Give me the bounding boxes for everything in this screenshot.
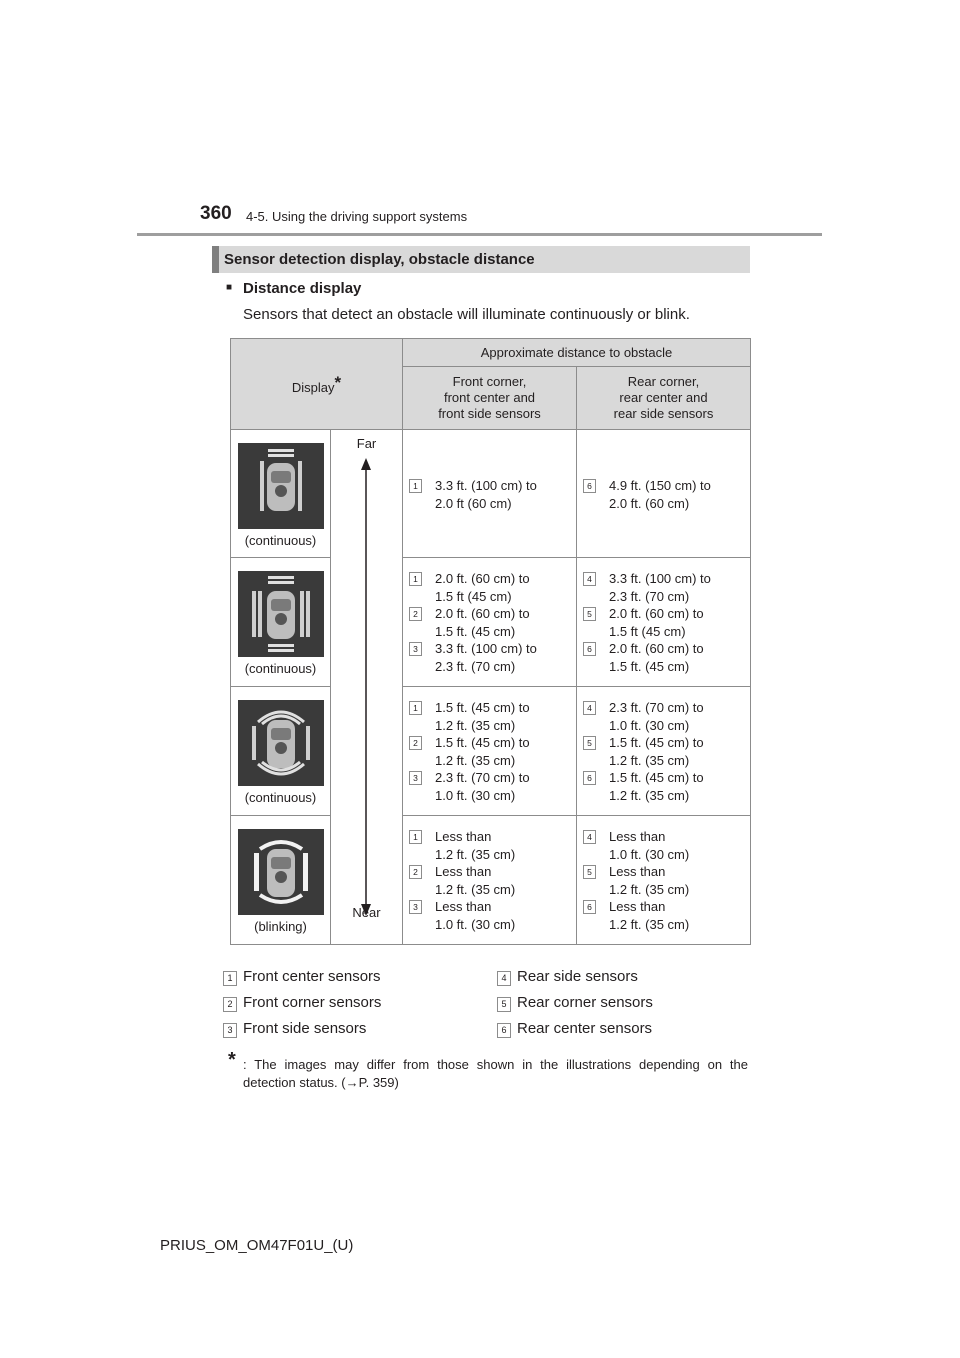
distance-line: 2.0 ft (60 cm) (435, 495, 512, 511)
front-header-line: Front corner, (452, 374, 527, 389)
legend-label: Front center sensors (243, 968, 381, 985)
list-item (577, 605, 750, 640)
double-arrow-icon (331, 430, 403, 946)
sensor-number-badge: 2 (409, 736, 422, 750)
distance-line: 2.3 ft. (70 cm) to (435, 770, 530, 785)
distance-line: Less than (609, 899, 666, 914)
sensor-number-badge: 4 (583, 701, 596, 715)
distance-line: 1.2 ft. (35 cm) (435, 717, 516, 733)
display-caption: (continuous) (244, 790, 317, 805)
front-distance-cell (403, 687, 577, 816)
sensor-number-badge: 6 (583, 771, 596, 785)
sensor-number-badge: 2 (409, 607, 422, 621)
list-item (577, 734, 750, 769)
sensor-number-badge: 3 (409, 642, 422, 656)
distance-line: 1.2 ft. (35 cm) (435, 752, 516, 768)
list-item (403, 734, 576, 769)
legend-label: Rear corner sensors (517, 994, 653, 1011)
sensor-number-badge: 5 (583, 607, 596, 621)
rear-header-line: rear side sensors (613, 406, 714, 421)
distance-axis (331, 430, 403, 945)
legend-label: Rear side sensors (517, 968, 638, 985)
sensor-number-badge: 6 (583, 479, 596, 493)
distance-line: 1.2 ft. (35 cm) (609, 916, 690, 932)
legend-label: Rear center sensors (517, 1020, 653, 1037)
distance-header: Approximate distance to obstacle (403, 339, 751, 367)
footnote-marker: * (334, 373, 342, 392)
sensor-number-badge: 4 (583, 572, 596, 586)
distance-line: 1.0 ft. (30 cm) (435, 916, 516, 932)
axis-far-label: Far (356, 436, 377, 451)
display-cell (231, 558, 331, 687)
distance-line: 1.5 ft (45 cm) (609, 623, 686, 639)
sensor-number-badge: 6 (583, 900, 596, 914)
display-cell (231, 816, 331, 945)
sensor-number-badge: 1 (409, 701, 422, 715)
rear-header-line: Rear corner, (627, 374, 700, 389)
legend-number-badge: 1 (223, 971, 237, 986)
front-sensors-header (403, 367, 577, 430)
header-rule (137, 233, 822, 236)
subsection-title: Distance display (243, 280, 362, 297)
sensor-number-badge: 3 (409, 900, 422, 914)
sensor-display-image (238, 443, 324, 529)
list-item (577, 699, 750, 734)
distance-line: 1.5 ft. (45 cm) (609, 658, 690, 674)
distance-line: 1.5 ft. (45 cm) to (609, 735, 704, 750)
front-distance-cell (403, 430, 577, 558)
distance-line: 1.0 ft. (30 cm) (609, 717, 690, 733)
list-item (403, 898, 576, 933)
distance-line: 3.3 ft. (100 cm) to (435, 478, 537, 493)
distance-line: 1.5 ft. (45 cm) to (435, 700, 530, 715)
distance-line: 1.2 ft. (35 cm) (609, 787, 690, 803)
distance-line: 2.0 ft. (60 cm) to (435, 606, 530, 621)
sensor-number-badge: 1 (409, 830, 422, 844)
rear-sensors-header (577, 367, 751, 430)
sensor-number-badge: 1 (409, 572, 422, 586)
list-item (577, 570, 750, 605)
axis-near-label: Near (352, 905, 381, 920)
table-row (231, 430, 751, 558)
distance-line: 1.2 ft. (35 cm) (609, 752, 690, 768)
display-cell (231, 687, 331, 816)
distance-line: 3.3 ft. (100 cm) to (609, 571, 711, 586)
display-caption: (continuous) (244, 533, 317, 548)
rear-distance-cell (577, 687, 751, 816)
table-row (231, 816, 751, 945)
list-item (403, 828, 576, 863)
list-item (577, 898, 750, 933)
distance-line: Less than (435, 864, 492, 879)
sensor-number-badge: 5 (583, 736, 596, 750)
distance-line: 1.5 ft. (45 cm) to (435, 735, 530, 750)
distance-line: Less than (435, 899, 492, 914)
rear-distance-cell (577, 816, 751, 945)
display-cell (231, 430, 331, 558)
legend-number-badge: 5 (497, 997, 511, 1012)
legend-number-badge: 6 (497, 1023, 511, 1038)
legend-number-badge: 3 (223, 1023, 237, 1038)
list-item (577, 640, 750, 675)
sensor-number-badge: 3 (409, 771, 422, 785)
document-code: PRIUS_OM_OM47F01U_(U) (160, 1237, 354, 1254)
table-row (231, 558, 751, 687)
distance-line: Less than (609, 864, 666, 879)
list-item (403, 640, 576, 675)
rear-distance-cell (577, 558, 751, 687)
front-distance-cell (403, 558, 577, 687)
front-distance-cell (403, 816, 577, 945)
sensor-number-badge: 1 (409, 479, 422, 493)
sensor-display-image (238, 571, 324, 657)
list-item (403, 863, 576, 898)
footnote-asterisk: * (228, 1049, 236, 1071)
distance-line: 1.5 ft. (45 cm) (435, 623, 516, 639)
sensor-display-image (238, 700, 324, 786)
distance-line: 2.3 ft. (70 cm) (609, 588, 690, 604)
subsection-description: Sensors that detect an obstacle will illuminate continuously or blink. (243, 306, 690, 323)
distance-line: 1.2 ft. (35 cm) (609, 881, 690, 897)
list-item (577, 477, 750, 512)
distance-line: 1.5 ft (45 cm) (435, 588, 512, 604)
distance-line: 1.5 ft. (45 cm) to (609, 770, 704, 785)
distance-line: 2.0 ft. (60 cm) to (435, 571, 530, 586)
page-number: 360 (200, 203, 232, 224)
legend-label: Front side sensors (243, 1020, 367, 1037)
distance-line: 4.9 ft. (150 cm) to (609, 478, 711, 493)
front-header-line: front side sensors (438, 406, 541, 421)
distance-line: 2.3 ft. (70 cm) (435, 658, 516, 674)
front-header-line: front center and (443, 390, 536, 405)
distance-line: 2.0 ft. (60 cm) to (609, 606, 704, 621)
display-caption: (continuous) (244, 661, 317, 676)
section-title: Sensor detection display, obstacle distance (224, 251, 535, 268)
distance-table (230, 338, 751, 945)
table-row (231, 687, 751, 816)
distance-line: 1.0 ft. (30 cm) (609, 846, 690, 862)
sensor-number-badge: 2 (409, 865, 422, 879)
distance-line: Less than (435, 829, 492, 844)
list-item (577, 828, 750, 863)
sensor-number-badge: 5 (583, 865, 596, 879)
distance-line: 2.3 ft. (70 cm) to (609, 700, 704, 715)
list-item (403, 605, 576, 640)
list-item (577, 863, 750, 898)
chapter-title: 4-5. Using the driving support systems (246, 209, 468, 224)
distance-line: 2.0 ft. (60 cm) to (609, 641, 704, 656)
list-item (403, 570, 576, 605)
distance-line: 1.2 ft. (35 cm) (435, 881, 516, 897)
sensor-number-badge: 4 (583, 830, 596, 844)
distance-line: 1.0 ft. (30 cm) (435, 787, 516, 803)
square-bullet-icon: ■ (226, 282, 233, 293)
display-header-text: Display (291, 380, 335, 395)
distance-line: Less than (609, 829, 666, 844)
legend-label: Front corner sensors (243, 994, 382, 1011)
sensor-number-badge: 6 (583, 642, 596, 656)
footnote-text: : The images may differ from those shown in the illustrations depending on the detection status. (→P. 359) (243, 1057, 748, 1090)
list-item (577, 769, 750, 804)
rear-distance-cell (577, 430, 751, 558)
display-caption: (blinking) (254, 919, 307, 934)
distance-line: 2.0 ft. (60 cm) (609, 495, 690, 511)
legend-number-badge: 4 (497, 971, 511, 986)
distance-line: 1.2 ft. (35 cm) (435, 846, 516, 862)
list-item (403, 477, 576, 512)
display-header (231, 339, 403, 430)
list-item (403, 769, 576, 804)
rear-header-line: rear center and (619, 390, 708, 405)
sensor-display-image (238, 829, 324, 915)
legend-number-badge: 2 (223, 997, 237, 1012)
list-item (403, 699, 576, 734)
distance-line: 3.3 ft. (100 cm) to (435, 641, 537, 656)
